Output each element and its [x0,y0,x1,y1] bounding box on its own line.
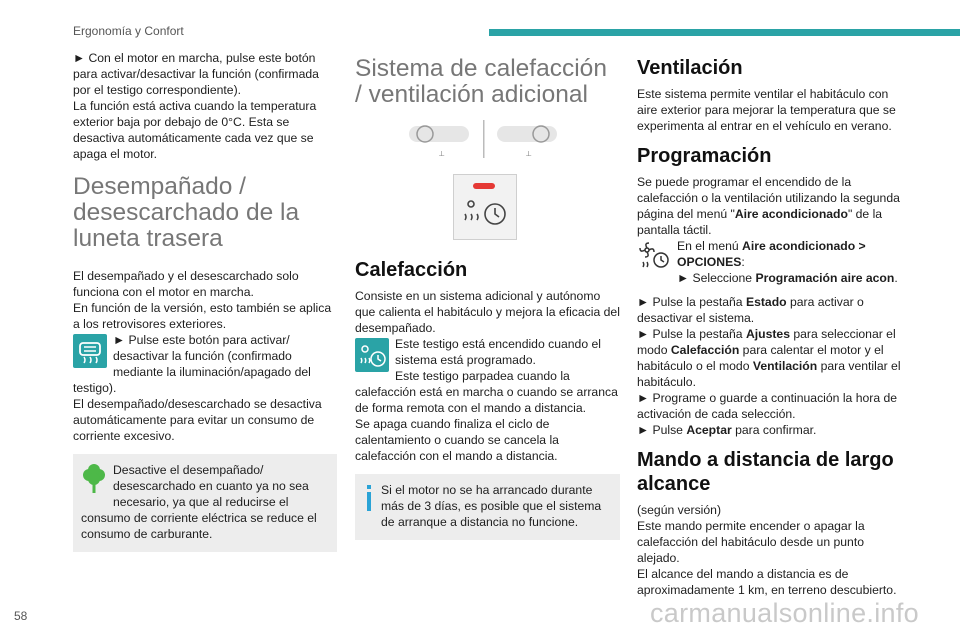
paragraph: El desempañado/desescarchado se desactiva automáticamente para evitar un consumo de corriente excesivo. [73,397,322,443]
paragraph [637,238,903,270]
text-part: ► Seleccione [677,271,756,285]
paragraph [637,326,903,390]
paragraph: El desempañado y el desescarchado solo funciona con el motor en marcha. [73,269,299,299]
paragraph [637,422,903,438]
paragraph: ► Pulse este botón para activar/ desactivar la función (confirmado mediante la iluminación/apagado del testigo). [73,333,311,395]
rear-defrost-icon [73,334,107,368]
mode-name: Calefacción [670,343,740,357]
text-part: " de la pantalla táctil. [637,207,883,237]
paragraph: Este testigo parpadea cuando la calefacción está en marcha o cuando se arranca de forma remota con el mando a distancia. [355,369,618,415]
fan-clock-icon [637,240,671,274]
text-part: Se puede programar el encendido de la calefacción o la ventilación utilizando la segunda página del menú " [637,175,900,221]
text-part: En el menú [677,239,743,253]
text-part: : [741,255,745,269]
column-3 [637,50,903,608]
paragraph: Este mando permite encender o apagar la calefacción del habitáculo desde un punto alejado. [637,519,865,565]
tab-name: Ajustes [745,327,790,341]
info-icon [363,484,375,516]
svg-text:⟂: ⟂ [439,149,445,158]
paragraph: Se apaga cuando finaliza el ciclo de calentamiento o cuando se cancela la calefacción con el mando a distancia. [355,417,559,463]
subheading-long-range-remote: Mando a distancia de largo alcance [637,449,894,495]
text-part: para activar o desactivar el sistema. [637,295,864,325]
column-1 [73,50,337,552]
eco-leaf-icon [81,464,107,498]
section-heading-additional-heating: Sistema de calefacción / ventilación adicional [355,55,607,108]
paragraph: Este testigo está encendido cuando el sistema está programado. [395,337,601,367]
subheading-ventilation: Ventilación [637,57,743,79]
subheading-heating: Calefacción [355,259,468,281]
paragraph: ► Con el motor en marcha, pulse este botón para activar/desactivar la función (confirmada por el testigo correspondiente). [73,51,319,97]
running-header: Ergonomía y Confort [73,24,184,38]
svg-text:⟂: ⟂ [526,149,532,158]
section-heading-rear-defrost: Desempañado / desescarchado de la luneta trasera [73,173,300,252]
text-part: para seleccionar el modo [637,327,896,357]
eco-note [73,454,337,552]
column-2 [355,50,620,540]
subheading-programming: Programación [637,145,772,167]
menu-name: Aire acondicionado [734,207,848,221]
button-name: Aceptar [686,423,732,437]
paragraph: (según versión) [637,503,721,517]
menu-option: Programación aire acon [755,271,895,285]
text-part: para confirmar. [731,423,817,437]
text-part: para ventilar el habitáculo. [637,359,901,389]
text-part: ► Pulse la pestaña [637,327,746,341]
eco-note-text: Desactive el desempañado/ desescarchado en cuanto ya no sea necesario, ya que al reducirse el consumo de corriente eléctrica se reduce el consumo de carburante. [81,463,317,541]
paragraph: El alcance del mando a distancia es de aproximadamente 1 km, en terreno descubierto. [637,567,897,597]
header-accent-bar [489,29,960,36]
paragraph: Este sistema permite ventilar el habitáculo con aire exterior para mejorar la temperatura que se experimenta al entrar en el vehículo en verano. [637,87,896,133]
watermark: carmanualsonline.info [650,598,919,628]
paragraph: La función está activa cuando la temperatura exterior baja por debajo de 0°C. Esta se desactiva automáticamente cada vez que se apaga el motor. [73,99,317,161]
info-note-text: Si el motor no se ha arrancado durante más de 3 días, es posible que el sistema de arranque a distancia no funcione. [381,483,602,529]
tab-name: Estado [745,295,787,309]
text-part: . [894,271,898,285]
info-note [355,474,620,540]
menu-path: Aire acondicionado > OPCIONES [677,239,866,269]
heater-timer-panel-illustration [453,174,620,244]
text-part: ► Pulse [637,423,687,437]
steering-wheel-illustration [395,120,620,166]
page-number: 58 [14,609,28,623]
paragraph: Consiste en un sistema adicional y autónomo que calienta el habitáculo y mejora la eficacia del desempañado. [355,289,620,335]
paragraph [637,270,903,286]
mode-name: Ventilación [752,359,818,373]
paragraph [637,174,903,238]
text-part: ► Pulse la pestaña [637,295,746,309]
heater-timer-icon [355,338,389,372]
paragraph [637,294,903,326]
paragraph: ► Programe o guarde a continuación la hora de activación de cada selección. [637,391,898,421]
paragraph: En función de la versión, esto también se aplica a los retrovisores exteriores. [73,301,332,331]
text-part: para calentar el motor y el habitáculo o el modo [637,343,884,373]
